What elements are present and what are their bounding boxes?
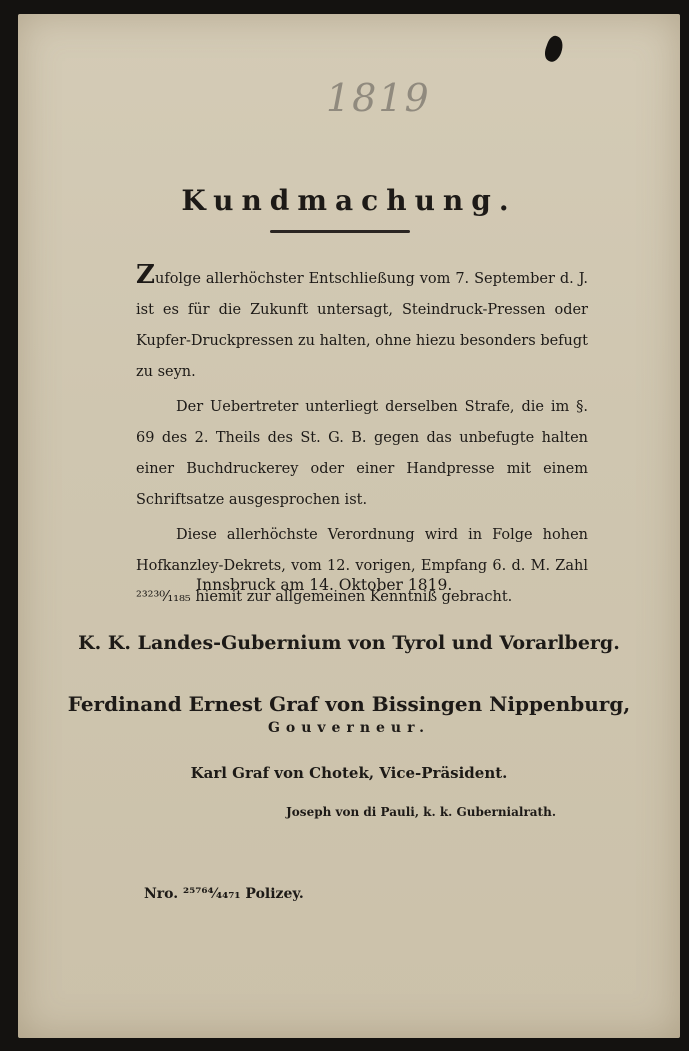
notice-title: Kundmachung. [181, 184, 517, 217]
document-sheet [18, 14, 680, 1038]
torn-corner [542, 34, 566, 64]
governor-name: Ferdinand Ernest Graf von Bissingen Nippenburg, [67, 692, 631, 716]
reference-number: Nro. ²⁵⁷⁶⁴⁄₄₄₇₁ Polizey. [144, 886, 304, 902]
paragraph-1-text: ufolge allerhöchster Entschließung vom 7. September d. J. ist es für die Zukunft untersagt, Steindruck-Pressen oder Kupfer-Druckpressen zu halten, ohne hiezu besonders befugt zu seyn. [136, 271, 588, 380]
vice-president: Karl Graf von Chotek, Vice-Präsident. [190, 764, 508, 782]
title-underline [270, 230, 410, 233]
paragraph-1 [136, 260, 588, 388]
notice-body [136, 260, 588, 617]
paragraph-2: Der Uebertreter unterliegt derselben Strafe, die im §. 69 des 2. Theils des St. G. B. gegen das unbefugte halten einer Buchdruckerey oder einer Handpresse mit einem Schriftsatze ausgesprochen ist. [136, 399, 588, 508]
governor-title: Gouverneur. [267, 720, 431, 736]
paragraph-3: Diese allerhöchste Verordnung wird in Folge hohen Hofkanzley-Dekrets, vom 12. vorigen, Empfang 6. d. M. Zahl ²³²³⁰⁄₁₁₈₅ hiemit zur allgemeinen Kenntniß gebracht. [136, 527, 588, 605]
drop-capital: Z [136, 260, 155, 290]
pencil-year-annotation: 1819 [326, 76, 431, 120]
place-date: Innsbruck am 14. Oktober 1819. [196, 576, 453, 594]
councillor-signature: Joseph von di Pauli, k. k. Gubernialrath. [286, 805, 556, 819]
issuing-authority: K. K. Landes-Gubernium von Tyrol und Vorarlberg. [78, 632, 620, 654]
